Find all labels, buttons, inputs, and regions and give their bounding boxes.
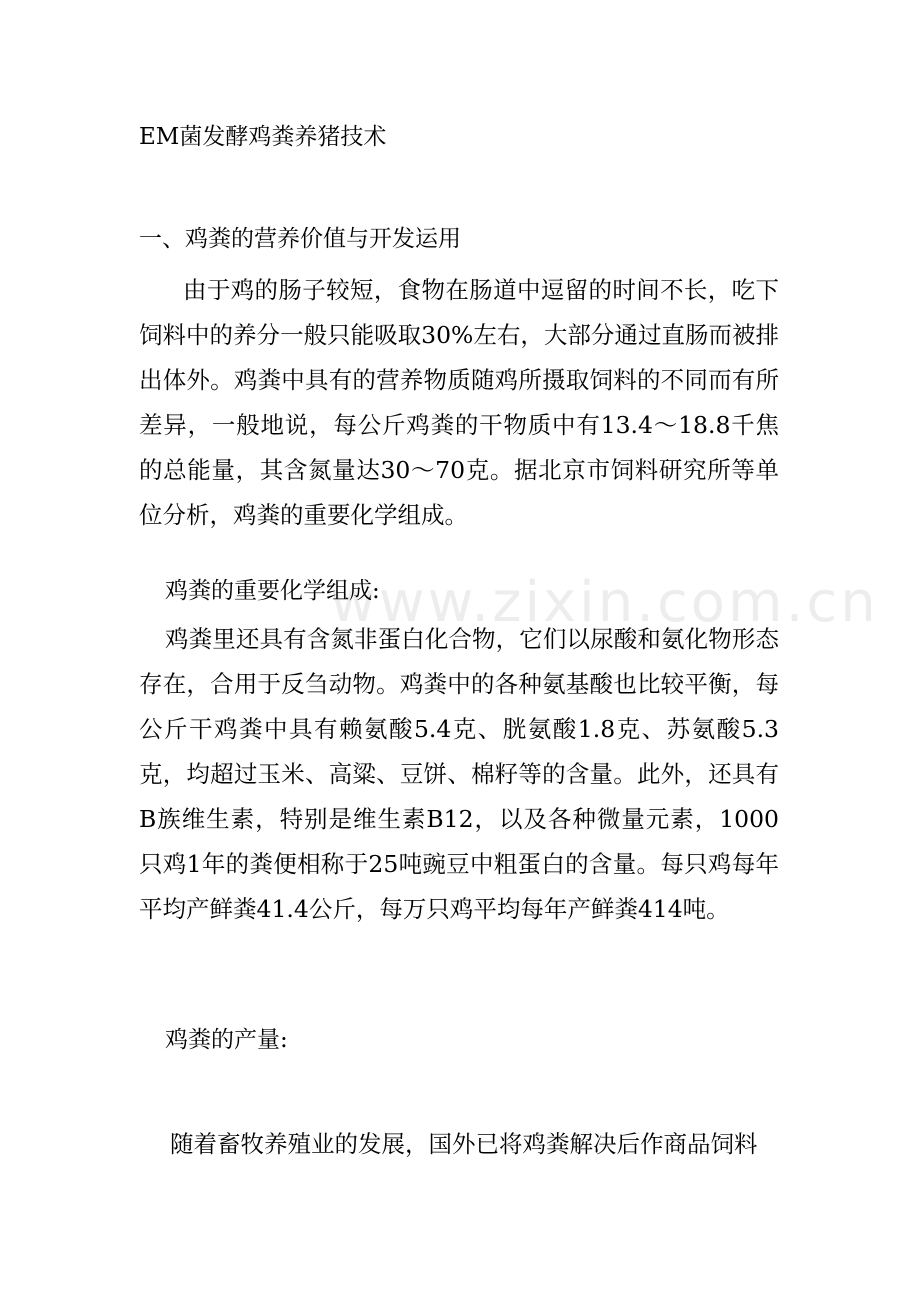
- paragraph-nutrition: 由于鸡的肠子较短，食物在肠道中逗留的时间不长，吃下饲料中的养分一般只能吸取30%左右，大部分通过直肠而被排出体外。鸡粪中具有的营养物质随鸡所摄取饲料的不同而有所差异，一般地说，每公斤鸡粪的干物质中有13.4～18.8千焦的总能量，其含氮量达30～70克。据北京市饲料研究所等单位分析，鸡粪的重要化学组成。: [139, 276, 779, 529]
- watermark: www.zixin.com.cn: [330, 570, 879, 635]
- paragraph-development: 随着畜牧养殖业的发展，国外已将鸡粪解决后作商品饲料: [170, 1130, 758, 1158]
- paragraph-amino-acids: 鸡粪里还具有含氮非蛋白化合物，它们以尿酸和氨化物形态存在，合用于反刍动物。鸡粪中的各种氨基酸也比较平衡，每公斤干鸡粪中具有赖氨酸5.4克、胱氨酸1.8克、苏氨酸5.3克，均超过玉米、高粱、豆饼、棉籽等的含量。此外，还具有B族维生素，特别是维生素B12，以及各种微量元素，1000只鸡1年的粪便相称于25吨豌豆中粗蛋白的含量。每只鸡每年平均产鲜粪41.4公斤，每万只鸡平均每年产鲜粪414吨。: [139, 625, 779, 923]
- section-heading: 一、鸡粪的营养价值与开发运用: [139, 226, 461, 252]
- label-manure-output: 鸡粪的产量:: [165, 1027, 288, 1053]
- document-title: EM菌发酵鸡粪养猪技术: [139, 124, 387, 150]
- label-chemical-composition: 鸡粪的重要化学组成:: [165, 578, 380, 604]
